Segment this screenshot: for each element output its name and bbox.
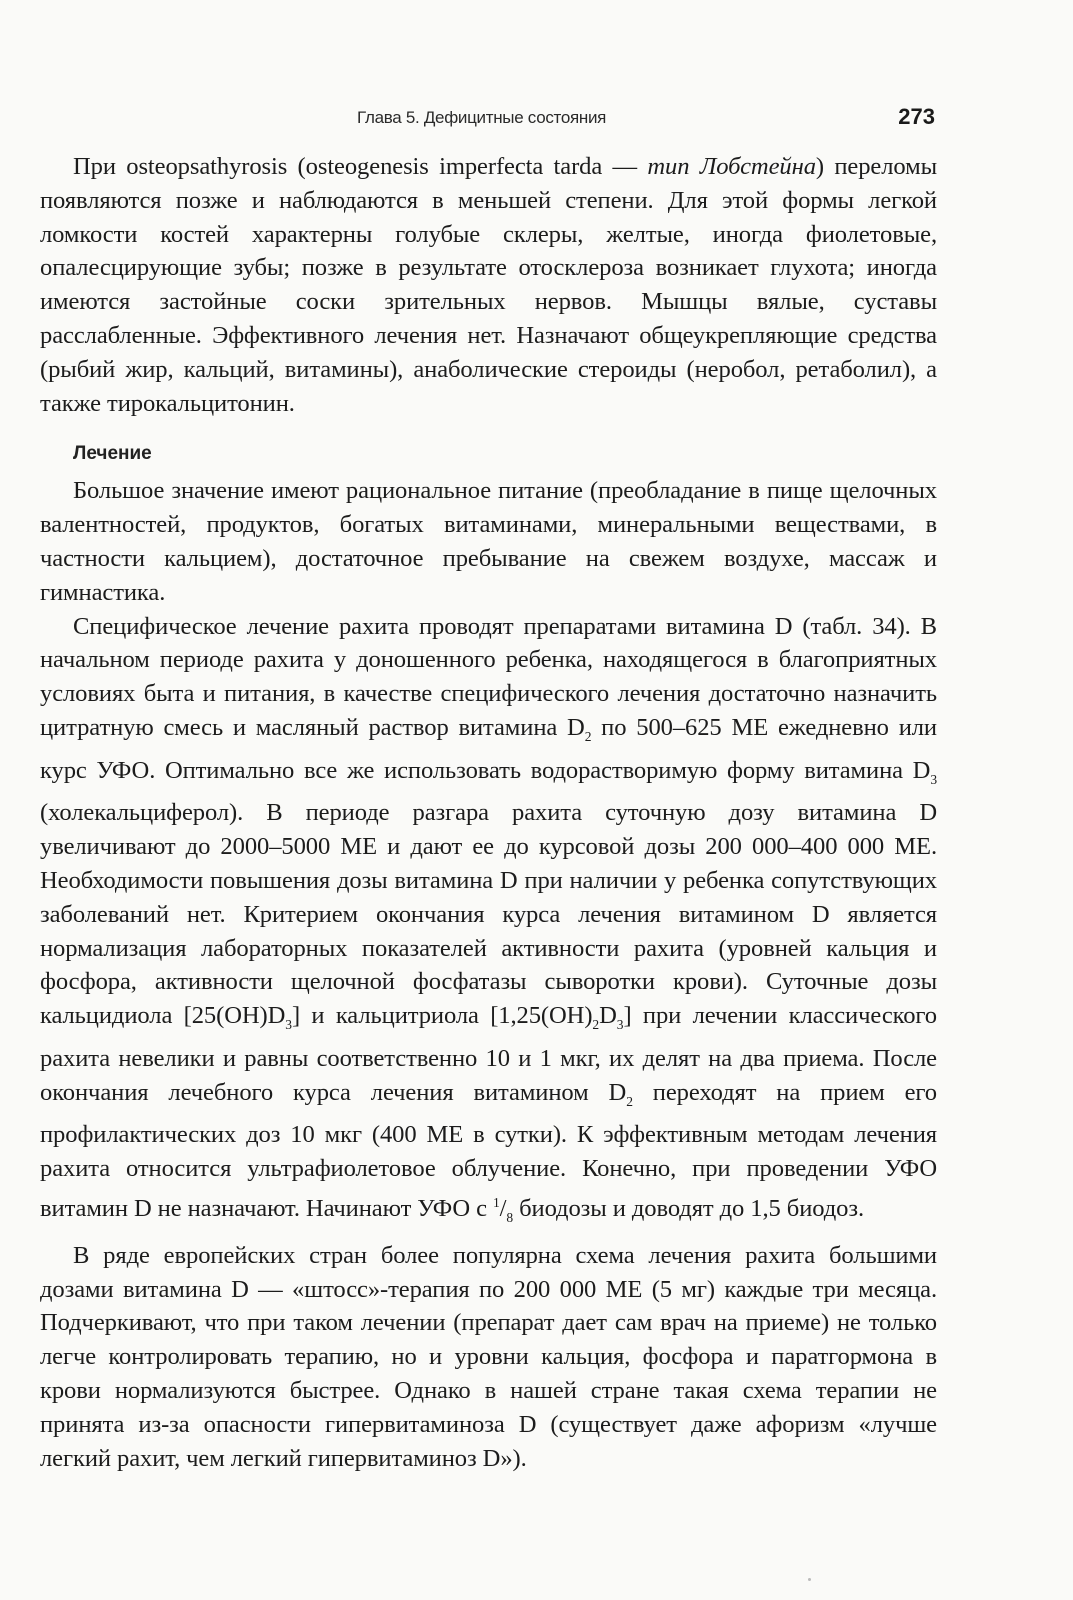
page-number: 273	[898, 104, 935, 129]
running-header	[0, 104, 1073, 134]
paragraph-specific-treatment: Специфическое лечение рахита проводят препаратами витамина D (табл. 34). В начальном периоде рахита у доношенного ребенка, находящегося в благоприятных условиях быта и питания, в качестве специфического лечения достаточно назначить цитратную смесь и масляный раствор витамина $D_2$ по 500–625 МЕ ежедневно или курс УФО. Оптимально все же использовать водорастворимую форму витамина $D_3$ (холекальциферол). В периоде разгара рахита суточную дозу витамина D увеличивают до 2000–5000 МЕ и дают ее до курсовой дозы 200 000–400 000 МЕ. Необходимости повышения дозы витамина D при наличии у ребенка сопутствующих заболеваний нет. Критерием окончания курса лечения витамином D является нормализация лабораторных показателей активности рахита (уровней кальция и фосфора, активности щелочной фосфатазы сыворотки крови). Суточные дозы кальцидиола $[25(OH)D_3]$ и кальцитриола $[1,25(OH)_2D_3]$ при лечении классического рахита невелики и равны соответственно 10 и 1 мкг, их делят на два приема. После окончания лечебного курса лечения витамином $D_2$ переходят на прием его профилактических доз 10 мкг (400 МЕ в сутки). К эффективным методам лечения рахита относится ультрафиолетовое облучение. Конечно, при проведении УФО витамин D не назначают. Начинают УФО с $^1/_8$ биодозы и доводят до 1,5 биодоз.	[40, 612, 938, 1226]
section-gap	[40, 420, 937, 440]
paragraph-stoss-therapy: В ряде европейских стран более популярна схема лечения рахита большими дозами витамина D — «штосс»-терапия по 200 000 МЕ (5 мг) каждые три месяца. Подчеркивают, что при таком лечении (препарат дает сам врач на приеме) не только легче контролировать терапию, но и уровни кальция, фосфора и паратгормона в крови нормализуются быстрее. Однако в нашей стране такая схема терапии не принята из-за опасности гипервитаминоза D (существует даже афоризм «лучше легкий рахит, чем легкий гипервитаминоз D»).	[40, 1241, 937, 1472]
paragraph-osteopsathyrosis: При osteopsathyrosis (osteogenesis imperfecta tarda — тип Лобстейна) переломы появляются позже и наблюдаются в меньшей степени. Для этой формы легкой ломкости костей характерны голубые склеры, желтые, иногда фиолетовые, опалесцирующие зубы; позже в результате отосклероза возникает глухота; иногда имеются застойные соски зрительных нервов. Мышцы вялые, суставы расслабленные. Эффективного лечения нет. Назначают общеукрепляющие средства (рыбий жир, кальций, витамины), анаболические стероиды (неробол, ретаболил), а также тирокальцитонин.	[40, 153, 938, 417]
section-heading-treatment: Лечение	[73, 443, 152, 465]
scan-speck	[808, 1578, 811, 1581]
paragraph-nutrition: Большое значение имеют рациональное питание (преобладание в пище щелочных валентностей, продуктов, богатых витаминами, минеральными веществами, в частности кальцием), достаточное пребывание на свежем воздухе, массаж и гимнастика.	[40, 477, 937, 606]
running-title: Глава 5. Дефицитные состояния	[357, 108, 607, 127]
body-text	[40, 150, 937, 1475]
